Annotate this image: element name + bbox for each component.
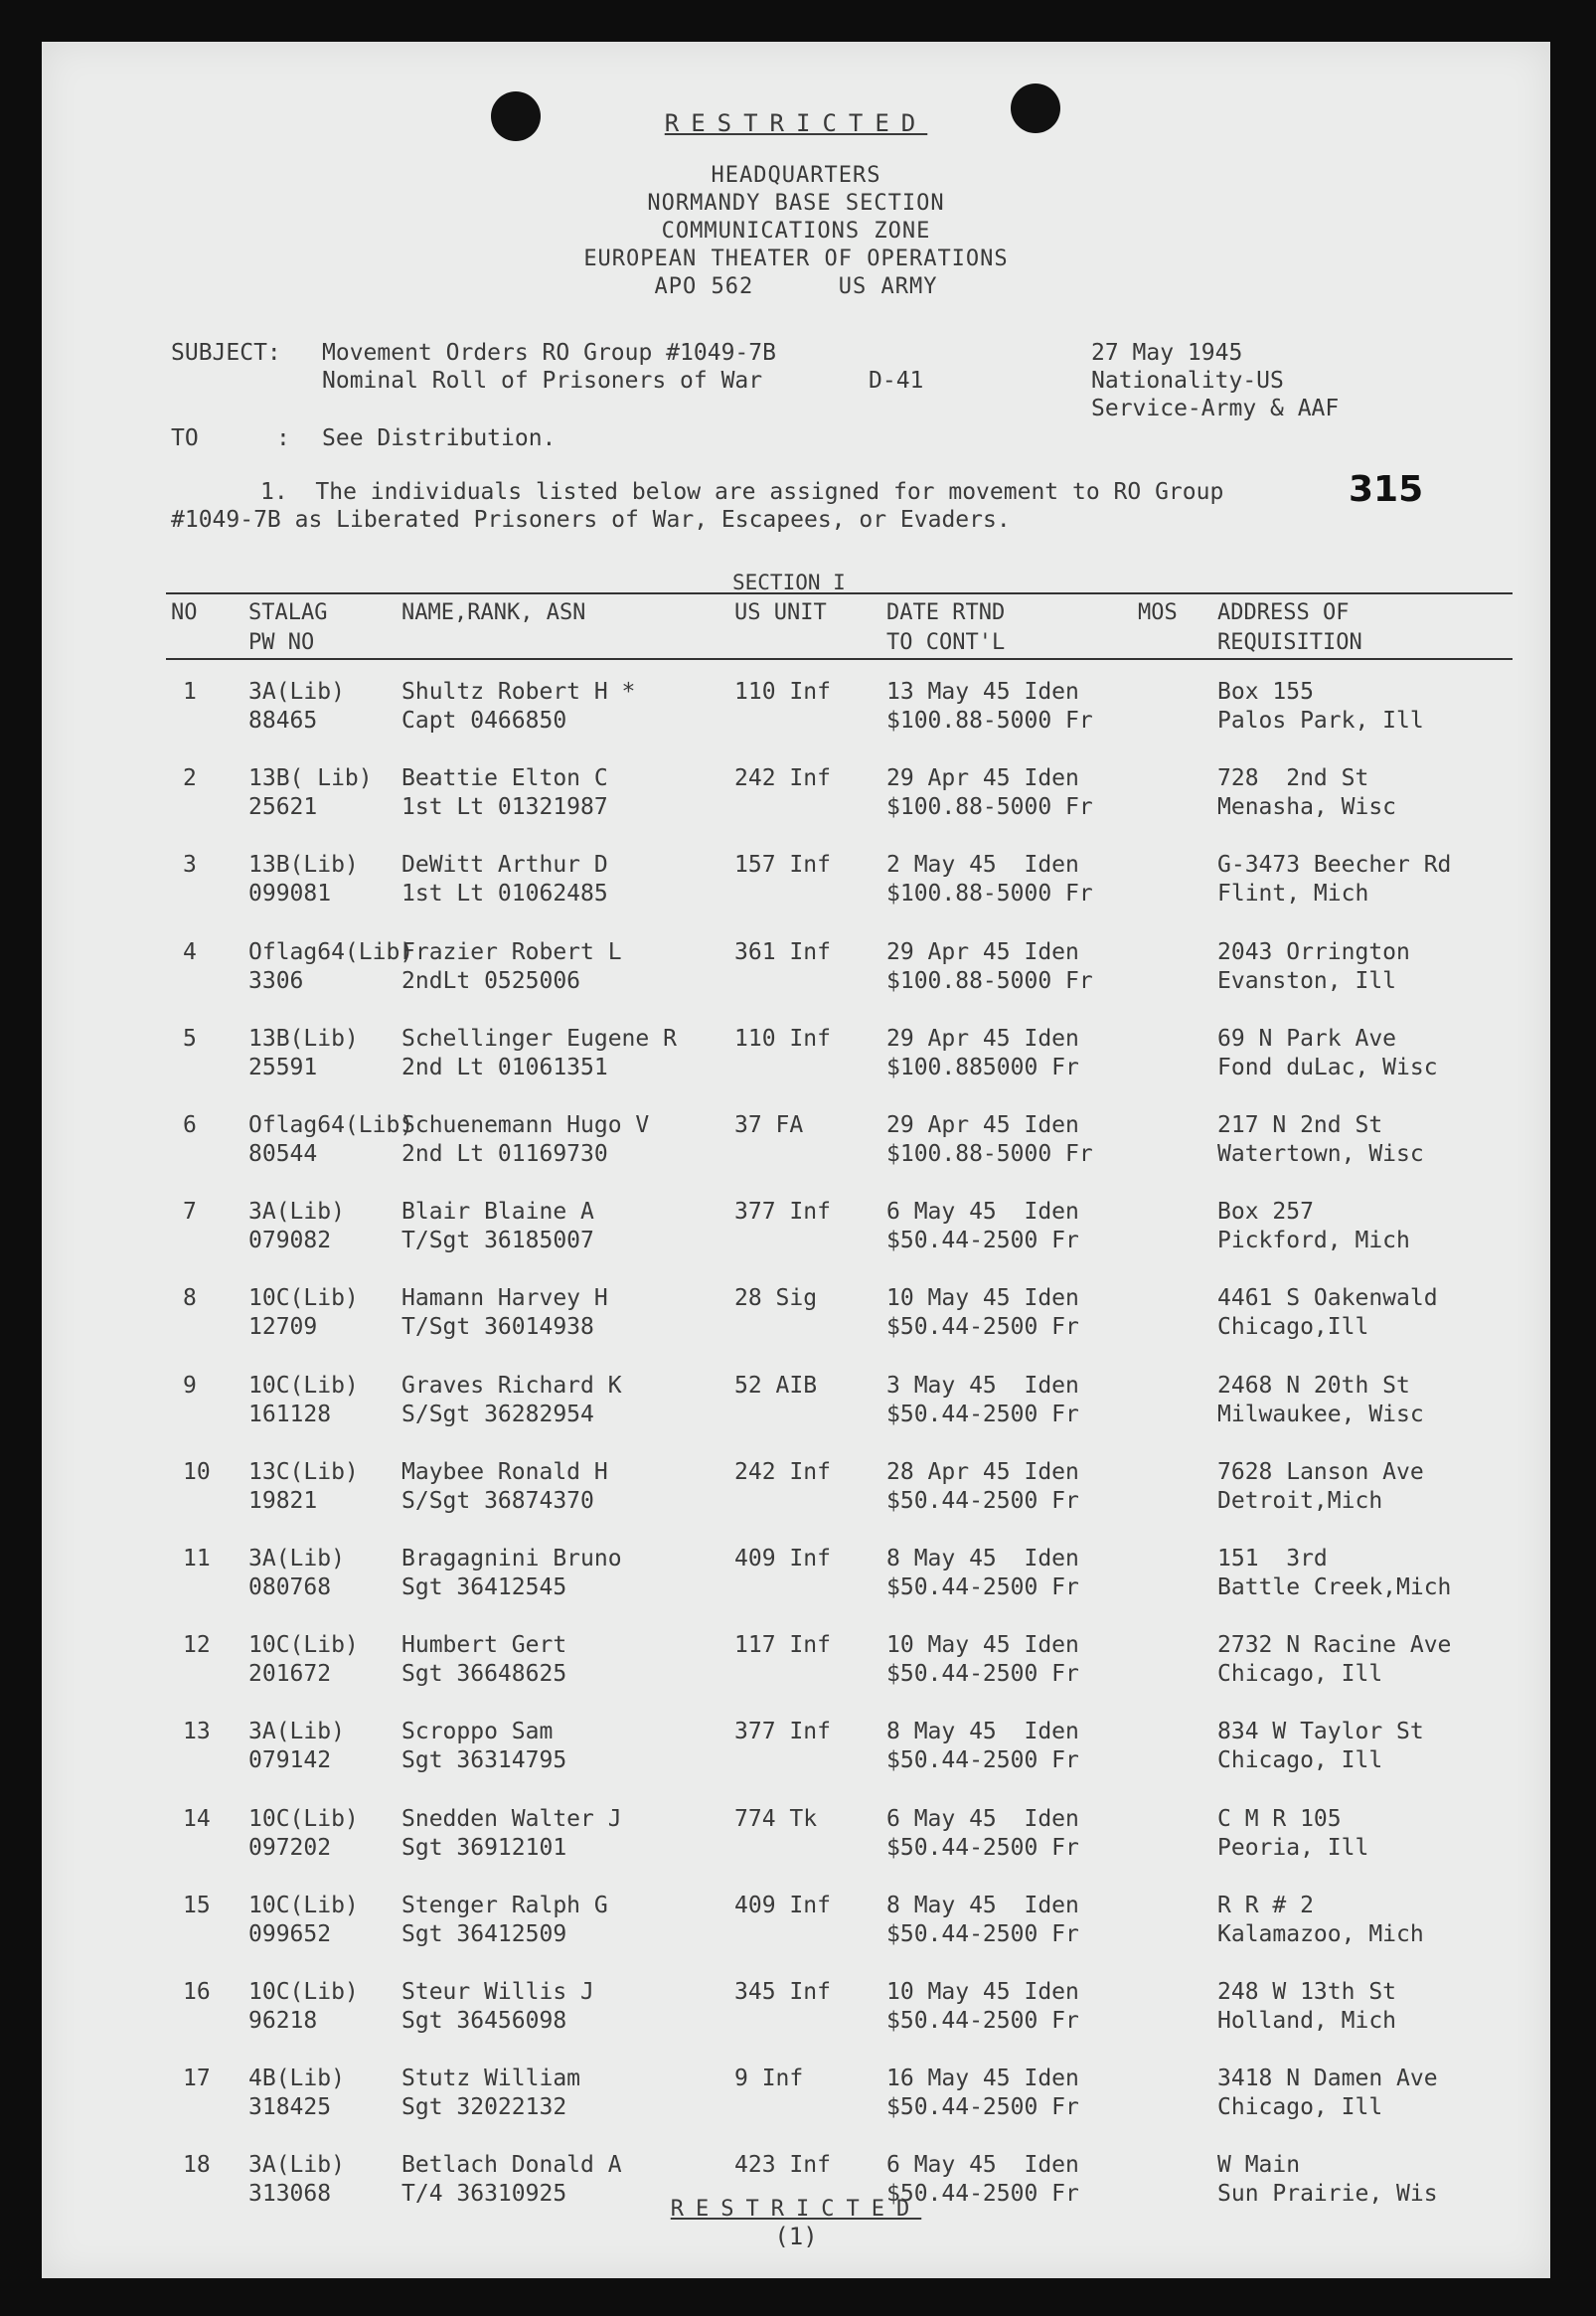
- letterhead-line: NORMANDY BASE SECTION: [647, 191, 945, 216]
- row-address-line-2: Detroit,Mich: [1217, 1487, 1383, 1514]
- row-payment: $50.44-2500 Fr: [886, 1747, 1079, 1774]
- row-name: Shultz Robert H *: [401, 679, 636, 705]
- row-address-line-2: Chicago,Ill: [1217, 1314, 1369, 1341]
- row-address-line-1: 728 2nd St: [1217, 765, 1369, 792]
- row-rank-asn: 2nd Lt 01061351: [401, 1054, 608, 1080]
- col-header-mos: MOS: [1138, 600, 1178, 625]
- row-name: Schellinger Eugene R: [401, 1025, 677, 1052]
- row-stalag: Oflag64(Lib): [248, 938, 414, 965]
- row-number: 9: [183, 1372, 197, 1399]
- row-address-line-2: Palos Park, Ill: [1217, 708, 1424, 734]
- row-unit: 377 Inf: [734, 1719, 831, 1745]
- row-address-line-2: Menasha, Wisc: [1217, 794, 1397, 821]
- row-rank-asn: 2ndLt 0525006: [401, 967, 581, 994]
- row-address-line-2: Chicago, Ill: [1217, 1661, 1383, 1688]
- row-rank-asn: T/Sgt 36014938: [401, 1314, 594, 1341]
- page-number: (1): [774, 2223, 818, 2250]
- row-name: Betlach Donald A: [401, 2152, 622, 2179]
- row-name: Stutz William: [401, 2066, 581, 2092]
- table-row: [42, 1025, 1550, 1084]
- nationality: Nationality-US: [1091, 368, 1284, 394]
- row-payment: $50.44-2500 Fr: [886, 1228, 1079, 1254]
- col-header-stalag: STALAG: [248, 600, 328, 625]
- row-address-line-1: R R # 2: [1217, 1892, 1314, 1918]
- row-pw-number: 099081: [248, 881, 332, 908]
- col-header-unit: US UNIT: [734, 600, 827, 625]
- row-payment: $50.44-2500 Fr: [886, 1314, 1079, 1341]
- row-date-returned: 13 May 45 Iden: [886, 679, 1079, 705]
- row-address-line-2: Chicago, Ill: [1217, 1747, 1383, 1774]
- row-rank-asn: Sgt 32022132: [401, 2094, 567, 2121]
- row-payment: $50.44-2500 Fr: [886, 1661, 1079, 1688]
- row-number: 6: [183, 1112, 197, 1138]
- row-unit: 345 Inf: [734, 1979, 831, 2005]
- col-header-address-2: REQUISITION: [1217, 630, 1362, 655]
- table-row: [42, 764, 1550, 824]
- row-stalag: 10C(Lib): [248, 1805, 359, 1832]
- row-payment: $100.88-5000 Fr: [886, 708, 1093, 734]
- row-unit: 361 Inf: [734, 938, 831, 965]
- row-rank-asn: Capt 0466850: [401, 708, 567, 734]
- row-address-line-2: Fond duLac, Wisc: [1217, 1054, 1438, 1080]
- row-date-returned: 10 May 45 Iden: [886, 1979, 1079, 2005]
- row-name: Bragagnini Bruno: [401, 1546, 622, 1572]
- row-payment: $100.885000 Fr: [886, 1054, 1079, 1080]
- row-payment: $100.88-5000 Fr: [886, 1141, 1093, 1167]
- row-payment: $100.88-5000 Fr: [886, 794, 1093, 821]
- row-pw-number: 19821: [248, 1487, 318, 1514]
- row-unit: 117 Inf: [734, 1632, 831, 1659]
- row-unit: 409 Inf: [734, 1892, 831, 1918]
- subject-label: SUBJECT:: [171, 340, 281, 366]
- document-page: [42, 42, 1550, 2278]
- document-date: 27 May 1945: [1091, 340, 1243, 366]
- to-value: See Distribution.: [322, 425, 557, 451]
- row-date-returned: 29 Apr 45 Iden: [886, 938, 1079, 965]
- row-name: Hamann Harvey H: [401, 1285, 608, 1312]
- row-stalag: 10C(Lib): [248, 1632, 359, 1659]
- row-unit: 157 Inf: [734, 852, 831, 879]
- row-date-returned: 28 Apr 45 Iden: [886, 1458, 1079, 1485]
- row-address-line-1: 248 W 13th St: [1217, 1979, 1397, 2005]
- row-rank-asn: Sgt 36648625: [401, 1661, 567, 1688]
- row-address-line-1: 7628 Lanson Ave: [1217, 1458, 1424, 1485]
- letterhead-line: EUROPEAN THEATER OF OPERATIONS: [583, 247, 1009, 271]
- restricted-marking-top: RESTRICTED: [664, 109, 928, 137]
- row-unit: 110 Inf: [734, 679, 831, 705]
- row-date-returned: 16 May 45 Iden: [886, 2066, 1079, 2092]
- row-stalag: Oflag64(Lib): [248, 1112, 414, 1138]
- row-name: Snedden Walter J: [401, 1805, 622, 1832]
- row-address-line-1: 151 3rd: [1217, 1546, 1328, 1572]
- row-stalag: 3A(Lib): [248, 1546, 345, 1572]
- row-stalag: 3A(Lib): [248, 1719, 345, 1745]
- row-rank-asn: 1st Lt 01321987: [401, 794, 608, 821]
- col-header-name: NAME,RANK, ASN: [401, 600, 586, 625]
- paragraph-line-2: #1049-7B as Liberated Prisoners of War, Escapees, or Evaders.: [171, 507, 1011, 533]
- row-date-returned: 6 May 45 Iden: [886, 2152, 1079, 2179]
- row-number: 7: [183, 1199, 197, 1226]
- row-address-line-2: Pickford, Mich: [1217, 1228, 1410, 1254]
- row-rank-asn: Sgt 36456098: [401, 2008, 567, 2034]
- table-row: [42, 678, 1550, 738]
- row-name: Schuenemann Hugo V: [401, 1112, 650, 1138]
- row-address-line-1: 69 N Park Ave: [1217, 1025, 1397, 1052]
- row-address-line-2: Peoria, Ill: [1217, 1834, 1369, 1861]
- row-pw-number: 80544: [248, 1141, 318, 1167]
- row-address-line-1: 4461 S Oakenwald: [1217, 1285, 1438, 1312]
- row-address-line-1: 217 N 2nd St: [1217, 1112, 1383, 1138]
- table-row: [42, 1372, 1550, 1431]
- row-rank-asn: S/Sgt 36874370: [401, 1487, 594, 1514]
- row-unit: 28 Sig: [734, 1285, 818, 1312]
- row-address-line-2: Watertown, Wisc: [1217, 1141, 1424, 1167]
- row-date-returned: 29 Apr 45 Iden: [886, 765, 1079, 792]
- row-date-returned: 6 May 45 Iden: [886, 1199, 1079, 1226]
- service: Service-Army & AAF: [1091, 396, 1340, 421]
- row-number: 1: [183, 679, 197, 705]
- row-stalag: 10C(Lib): [248, 1979, 359, 2005]
- row-name: Beattie Elton C: [401, 765, 608, 792]
- row-date-returned: 8 May 45 Iden: [886, 1892, 1079, 1918]
- row-unit: 409 Inf: [734, 1546, 831, 1572]
- stamp-number: 315: [1349, 469, 1424, 510]
- subject-line-2: Nominal Roll of Prisoners of War: [322, 368, 763, 394]
- row-rank-asn: Sgt 36314795: [401, 1747, 567, 1774]
- restricted-marking-bottom: RESTRICTED: [670, 2197, 922, 2222]
- row-number: 18: [183, 2152, 211, 2179]
- row-pw-number: 097202: [248, 1834, 332, 1861]
- table-row: [42, 1458, 1550, 1518]
- row-date-returned: 29 Apr 45 Iden: [886, 1112, 1079, 1138]
- row-address-line-1: 2732 N Racine Ave: [1217, 1632, 1452, 1659]
- row-payment: $50.44-2500 Fr: [886, 1834, 1079, 1861]
- row-name: DeWitt Arthur D: [401, 852, 608, 879]
- row-address-line-1: W Main: [1217, 2152, 1301, 2179]
- row-number: 15: [183, 1892, 211, 1918]
- row-unit: 37 FA: [734, 1112, 804, 1138]
- row-address-line-2: Flint, Mich: [1217, 881, 1369, 908]
- row-pw-number: 25621: [248, 794, 318, 821]
- row-number: 17: [183, 2066, 211, 2092]
- row-name: Steur Willis J: [401, 1979, 594, 2005]
- row-payment: $50.44-2500 Fr: [886, 1574, 1079, 1600]
- row-number: 11: [183, 1546, 211, 1572]
- table-header-rule: [166, 658, 1513, 660]
- row-address-line-1: G-3473 Beecher Rd: [1217, 852, 1452, 879]
- row-stalag: 13C(Lib): [248, 1458, 359, 1485]
- row-payment: $100.88-5000 Fr: [886, 967, 1093, 994]
- letterhead-line: APO 562 US ARMY: [654, 274, 938, 299]
- row-stalag: 13B(Lib): [248, 852, 359, 879]
- row-unit: 774 Tk: [734, 1805, 818, 1832]
- row-pw-number: 099652: [248, 1920, 332, 1947]
- row-date-returned: 3 May 45 Iden: [886, 1372, 1079, 1399]
- row-pw-number: 12709: [248, 1314, 318, 1341]
- table-top-rule: [166, 592, 1513, 594]
- row-address-line-2: Battle Creek,Mich: [1217, 1574, 1452, 1600]
- row-date-returned: 8 May 45 Iden: [886, 1546, 1079, 1572]
- row-rank-asn: Sgt 36912101: [401, 1834, 567, 1861]
- row-payment: $50.44-2500 Fr: [886, 2181, 1079, 2208]
- row-payment: $50.44-2500 Fr: [886, 2094, 1079, 2121]
- row-address-line-2: Chicago, Ill: [1217, 2094, 1383, 2121]
- row-address-line-2: Evanston, Ill: [1217, 967, 1397, 994]
- row-address-line-1: 3418 N Damen Ave: [1217, 2066, 1438, 2092]
- row-address-line-2: Holland, Mich: [1217, 2008, 1397, 2034]
- row-unit: 52 AIB: [734, 1372, 818, 1399]
- row-name: Stenger Ralph G: [401, 1892, 608, 1918]
- row-pw-number: 079082: [248, 1228, 332, 1254]
- letterhead-line: HEADQUARTERS: [711, 163, 881, 188]
- row-name: Maybee Ronald H: [401, 1458, 608, 1485]
- row-number: 8: [183, 1285, 197, 1312]
- table-row: [42, 1718, 1550, 1777]
- row-number: 12: [183, 1632, 211, 1659]
- row-rank-asn: S/Sgt 36282954: [401, 1401, 594, 1427]
- row-pw-number: 96218: [248, 2008, 318, 2034]
- row-name: Frazier Robert L: [401, 938, 622, 965]
- col-header-date: DATE RTND: [886, 600, 1006, 625]
- row-pw-number: 313068: [248, 2181, 332, 2208]
- section-title: SECTION I: [732, 571, 846, 594]
- row-stalag: 3A(Lib): [248, 2152, 345, 2179]
- row-pw-number: 201672: [248, 1661, 332, 1688]
- row-stalag: 10C(Lib): [248, 1892, 359, 1918]
- row-payment: $100.88-5000 Fr: [886, 881, 1093, 908]
- table-row: [42, 938, 1550, 998]
- row-address-line-2: Sun Prairie, Wis: [1217, 2181, 1438, 2208]
- row-unit: 9 Inf: [734, 2066, 804, 2092]
- row-stalag: 3A(Lib): [248, 1199, 345, 1226]
- row-address-line-1: 2468 N 20th St: [1217, 1372, 1410, 1399]
- row-name: Graves Richard K: [401, 1372, 622, 1399]
- document-code: D-41: [869, 368, 924, 394]
- row-date-returned: 2 May 45 Iden: [886, 852, 1079, 879]
- subject-line-1: Movement Orders RO Group #1049-7B: [322, 340, 776, 366]
- table-row: [42, 1545, 1550, 1604]
- row-rank-asn: 1st Lt 01062485: [401, 881, 608, 908]
- row-payment: $50.44-2500 Fr: [886, 1920, 1079, 1947]
- row-pw-number: 88465: [248, 708, 318, 734]
- row-unit: 242 Inf: [734, 1458, 831, 1485]
- row-unit: 423 Inf: [734, 2152, 831, 2179]
- row-address-line-1: C M R 105: [1217, 1805, 1342, 1832]
- col-header-date-2: TO CONT'L: [886, 630, 1006, 655]
- table-row: [42, 1978, 1550, 2038]
- row-address-line-1: 2043 Orrington: [1217, 938, 1410, 965]
- row-number: 14: [183, 1805, 211, 1832]
- row-rank-asn: Sgt 36412545: [401, 1574, 567, 1600]
- col-header-address: ADDRESS OF: [1217, 600, 1350, 625]
- row-address-line-2: Milwaukee, Wisc: [1217, 1401, 1424, 1427]
- row-rank-asn: 2nd Lt 01169730: [401, 1141, 608, 1167]
- row-number: 3: [183, 852, 197, 879]
- row-pw-number: 3306: [248, 967, 304, 994]
- row-address-line-2: Kalamazoo, Mich: [1217, 1920, 1424, 1947]
- row-stalag: 13B(Lib): [248, 1025, 359, 1052]
- row-unit: 377 Inf: [734, 1199, 831, 1226]
- row-pw-number: 318425: [248, 2094, 332, 2121]
- row-name: Humbert Gert: [401, 1632, 567, 1659]
- row-date-returned: 10 May 45 Iden: [886, 1285, 1079, 1312]
- col-header-no: NO: [171, 600, 198, 625]
- row-number: 4: [183, 938, 197, 965]
- row-number: 13: [183, 1719, 211, 1745]
- table-row: [42, 2065, 1550, 2124]
- row-payment: $50.44-2500 Fr: [886, 2008, 1079, 2034]
- to-label: TO: [171, 425, 199, 451]
- row-pw-number: 25591: [248, 1054, 318, 1080]
- row-rank-asn: Sgt 36412509: [401, 1920, 567, 1947]
- row-date-returned: 10 May 45 Iden: [886, 1632, 1079, 1659]
- letterhead-line: COMMUNICATIONS ZONE: [661, 219, 931, 244]
- row-address-line-1: Box 155: [1217, 679, 1314, 705]
- row-stalag: 10C(Lib): [248, 1285, 359, 1312]
- row-pw-number: 079142: [248, 1747, 332, 1774]
- table-row: [42, 1631, 1550, 1691]
- row-payment: $50.44-2500 Fr: [886, 1487, 1079, 1514]
- row-date-returned: 29 Apr 45 Iden: [886, 1025, 1079, 1052]
- row-name: Scroppo Sam: [401, 1719, 554, 1745]
- row-rank-asn: T/Sgt 36185007: [401, 1228, 594, 1254]
- paragraph-line-1: 1. The individuals listed below are assigned for movement to RO Group: [260, 479, 1224, 505]
- row-stalag: 3A(Lib): [248, 679, 345, 705]
- table-row: [42, 1284, 1550, 1344]
- row-stalag: 10C(Lib): [248, 1372, 359, 1399]
- row-number: 16: [183, 1979, 211, 2005]
- to-colon: :: [276, 425, 290, 451]
- table-row: [42, 1111, 1550, 1171]
- row-date-returned: 6 May 45 Iden: [886, 1805, 1079, 1832]
- table-row: [42, 851, 1550, 910]
- row-address-line-1: 834 W Taylor St: [1217, 1719, 1424, 1745]
- row-date-returned: 8 May 45 Iden: [886, 1719, 1079, 1745]
- row-stalag: 13B( Lib): [248, 765, 373, 792]
- row-unit: 242 Inf: [734, 765, 831, 792]
- row-pw-number: 080768: [248, 1574, 332, 1600]
- row-number: 5: [183, 1025, 197, 1052]
- table-row: [42, 1892, 1550, 1951]
- table-row: [42, 1805, 1550, 1865]
- row-pw-number: 161128: [248, 1401, 332, 1427]
- row-number: 2: [183, 765, 197, 792]
- row-stalag: 4B(Lib): [248, 2066, 345, 2092]
- row-number: 10: [183, 1458, 211, 1485]
- col-header-pw-no: PW NO: [248, 630, 315, 655]
- row-unit: 110 Inf: [734, 1025, 831, 1052]
- table-row: [42, 1198, 1550, 1257]
- row-name: Blair Blaine A: [401, 1199, 594, 1226]
- row-address-line-1: Box 257: [1217, 1199, 1314, 1226]
- row-rank-asn: T/4 36310925: [401, 2181, 567, 2208]
- row-payment: $50.44-2500 Fr: [886, 1401, 1079, 1427]
